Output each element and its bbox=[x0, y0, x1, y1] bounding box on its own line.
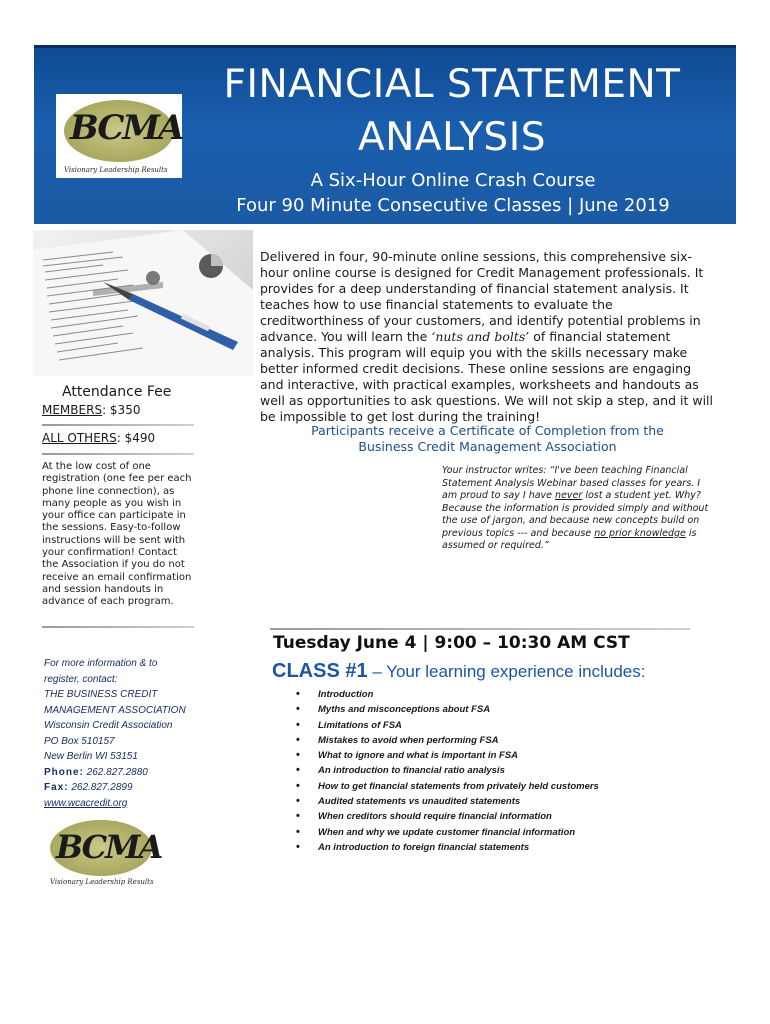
page-title: FINANCIAL STATEMENT ANALYSIS bbox=[223, 62, 681, 160]
logo-tagline: Visionary Leadership Results bbox=[64, 166, 168, 174]
logo-tagline: Visionary Leadership Results bbox=[50, 878, 154, 886]
contact-block bbox=[44, 656, 204, 811]
list-item: • What to ignore and what is important in FSA bbox=[296, 748, 716, 763]
list-item: • Limitations of FSA bbox=[296, 718, 716, 733]
list-item: • Myths and misconceptions about FSA bbox=[296, 702, 716, 717]
phone-label: Phone: bbox=[44, 766, 84, 778]
class-tagline: – Your learning experience includes: bbox=[367, 662, 646, 681]
instructor-text-3: is assumed or required.” bbox=[442, 527, 697, 551]
instructor-text-2: lost a student yet. Why? Because the information is provided simply and without the use of jargon, and because new concepts build on previous topics --- and because bbox=[442, 490, 709, 539]
list-item: • When and why we update customer financial information bbox=[296, 825, 716, 840]
list-item: • An introduction to financial ratio analysis bbox=[296, 763, 716, 778]
certificate-line-1: Participants receive a Certificate of Completion from the bbox=[311, 423, 664, 438]
contact-org-1: THE BUSINESS CREDIT bbox=[44, 689, 158, 700]
others-price: : $490 bbox=[116, 431, 156, 445]
others-label: ALL OTHERS bbox=[42, 431, 117, 445]
fax-number: 262.827.2899 bbox=[68, 782, 133, 793]
contact-fax bbox=[44, 780, 204, 796]
financial-documents-photo bbox=[33, 230, 253, 376]
list-item: • Mistakes to avoid when performing FSA bbox=[296, 733, 716, 748]
subtitle-schedule: Four 90 Minute Consecutive Classes | June 2019 bbox=[236, 195, 670, 216]
list-item: • When creditors should require financial information bbox=[296, 809, 716, 824]
contact-po-box: PO Box 510157 bbox=[44, 735, 115, 747]
logo-mark: BCMA bbox=[56, 828, 162, 866]
members-label: MEMBERS bbox=[42, 403, 103, 417]
course-description bbox=[260, 249, 715, 425]
bcma-logo-footer bbox=[48, 820, 178, 892]
contact-association: Wisconsin Credit Association bbox=[44, 720, 173, 731]
contact-org-2: MANAGEMENT ASSOCIATION bbox=[44, 704, 186, 716]
intro-text-1: Delivered in four, 90-minute online sessions, this comprehensive six-hour online course is designed for Credit Management professionals. It provides for a deep understanding of financial statement analysis. It teaches how to use financial statements to evaluate the creditworthiness of your customers, and identify potential problems in advance. You will learn the bbox=[260, 249, 704, 344]
others-fee bbox=[42, 431, 155, 445]
list-item: • An introduction to foreign financial statements bbox=[296, 840, 716, 855]
intro-text-2: of financial statement analysis. This program will equip you with the skills necessary make better informed credit decisions. These online sessions are engaging and interactive, with practical examples, worksheets and handouts as well as opportunities to ask questions. We will not skip a step, and it will be impossible to get lost during the training! bbox=[260, 329, 714, 424]
class-title bbox=[272, 660, 645, 683]
subtitle-course: A Six-Hour Online Crash Course bbox=[310, 170, 596, 191]
fax-label: Fax: bbox=[44, 782, 69, 793]
contact-intro-1: For more information & to bbox=[44, 658, 158, 669]
fee-heading: Attendance Fee bbox=[62, 384, 172, 400]
intro-emphasis: ‘nuts and bolts’ bbox=[431, 329, 530, 344]
website-link[interactable]: www.wcacredit.org bbox=[44, 797, 128, 809]
class-number: CLASS #1 bbox=[272, 660, 368, 682]
members-fee bbox=[42, 403, 140, 417]
certificate-line-2: Business Credit Management Association bbox=[358, 439, 617, 454]
members-price: : $350 bbox=[102, 403, 141, 417]
instructor-quote bbox=[442, 465, 712, 553]
instructor-text-1: Your instructor writes: “I've been teaching Financial Statement Analysis Webinar based classes for years. I am proud to say I have bbox=[442, 465, 701, 501]
instructor-no-prior: no prior knowledge bbox=[594, 527, 686, 539]
divider bbox=[42, 453, 194, 455]
list-item: • Audited statements vs unaudited statements bbox=[296, 794, 716, 809]
certificate-note bbox=[280, 423, 695, 455]
contact-phone bbox=[44, 765, 204, 781]
logo-mark: BCMA bbox=[70, 108, 183, 148]
fee-note: At the low cost of one registration (one fee per each phone line connection), as many people as you wish in your office can participate in the sessions. Easy-to-follow instructions will be sent with your confirmation! Contact the Association if you do not receive an email confirmation and session handouts in advance of each program. bbox=[42, 461, 192, 608]
bcma-logo bbox=[56, 94, 182, 178]
contact-intro-2: register, contact: bbox=[44, 673, 118, 685]
divider bbox=[270, 628, 690, 630]
class-date: Tuesday June 4 | 9:00 – 10:30 AM CST bbox=[273, 633, 630, 653]
divider bbox=[42, 626, 194, 628]
list-item: • Introduction bbox=[296, 687, 716, 702]
instructor-never: never bbox=[555, 490, 583, 501]
divider bbox=[42, 424, 194, 426]
list-item: • How to get financial statements from privately held customers bbox=[296, 779, 716, 794]
documents-pen-icon bbox=[33, 230, 253, 376]
contact-city: New Berlin WI 53151 bbox=[44, 751, 138, 762]
topic-list bbox=[296, 687, 716, 855]
phone-number: 262.827.2880 bbox=[83, 766, 148, 778]
